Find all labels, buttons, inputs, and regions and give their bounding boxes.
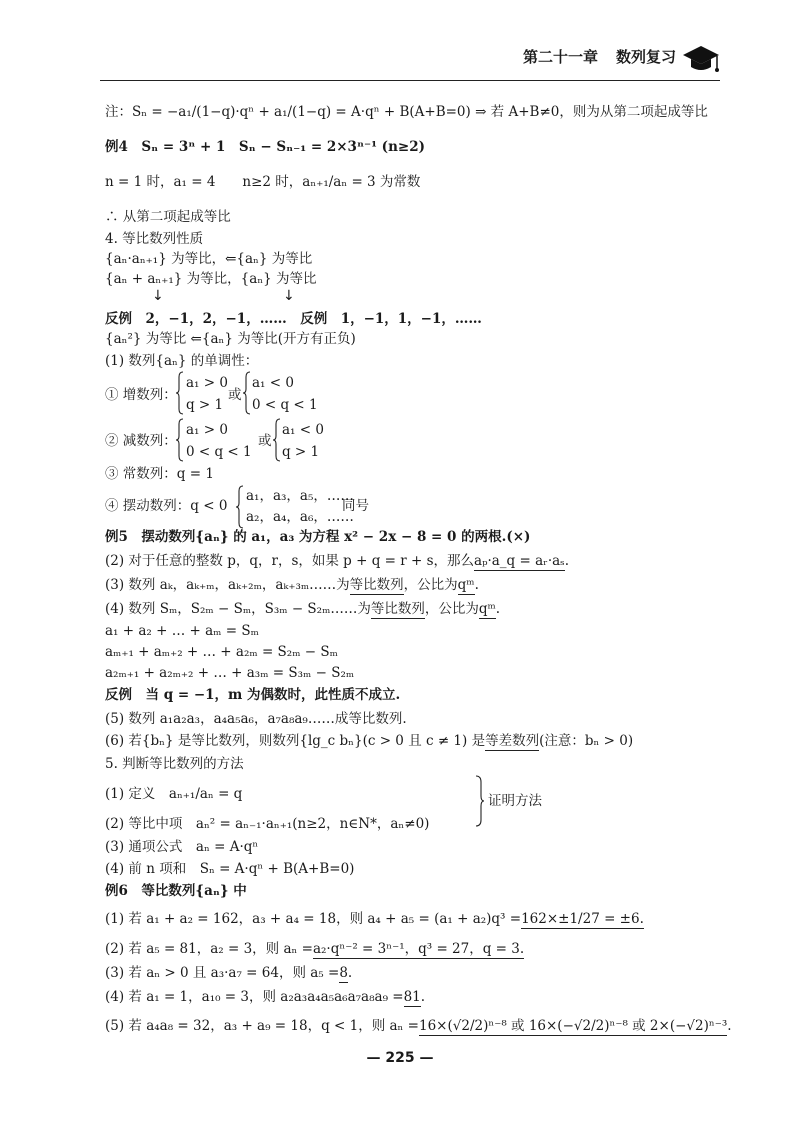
property-2: (2) 对于任意的整数 p，q，r，s，如果 p + q = r + s，那么aₚ·a_q = aᵣ·aₛ.	[105, 553, 570, 569]
increasing-cond-q: q > 1	[186, 397, 224, 413]
answer-underline: 等比数列	[349, 577, 404, 593]
example-4-case: n = 1 时，a₁ = 4 n≥2 时，aₙ₊₁/aₙ = 3 为常数	[105, 174, 421, 190]
arrow-down-icon: ↓	[283, 288, 295, 304]
example-6-q4: (4) 若 a₁ = 1，a₁₀ = 3，则 a₂a₃a₄a₅a₆a₇a₈a₉ =81.	[105, 989, 426, 1005]
answer-underline: 等比数列	[370, 601, 425, 617]
property-sum: {aₙ + aₙ₊₁} 为等比，{aₙ} 为等比	[105, 271, 317, 287]
example-6-q5: (5) 若 a₄a₈ = 32，a₃ + a₉ = 18，q < 1，则 aₙ =16×(√2/2)ⁿ⁻⁸ 或 16×(−√2/2)ⁿ⁻⁸ 或 2×(−√2)ⁿ⁻³.	[105, 1018, 732, 1034]
property-square: {aₙ²} 为等比 ⇐{aₙ} 为等比(开方有正负)	[105, 331, 356, 347]
increasing-cond-a1: a₁ > 0	[186, 375, 228, 391]
chapter-number: 第二十一章	[522, 48, 598, 66]
property-3: (3) 数列 aₖ，aₖ₊ₘ，aₖ₊₂ₘ，aₖ₊₃ₘ……为等比数列，公比为qᵐ.	[105, 577, 479, 593]
answer-underline: a₂·qⁿ⁻² = 3ⁿ⁻¹，q³ = 27，q = 3.	[312, 941, 525, 957]
section-4-heading: 4. 等比数列性质	[105, 231, 204, 247]
section-5-heading: 5. 判断等比数列的方法	[105, 756, 244, 772]
answer-underline: qᵐ	[478, 601, 496, 617]
sum-block-3: a₂ₘ₊₁ + a₂ₘ₊₂ + … + a₃ₘ = S₃ₘ − S₂ₘ	[105, 665, 355, 681]
method-partial-sum: (4) 前 n 项和 Sₙ = A·qⁿ + B(A+B=0)	[105, 861, 355, 877]
example-6-q3: (3) 若 aₙ > 0 且 a₃·a₇ = 64，则 a₅ =8.	[105, 965, 353, 981]
odd-terms: a₁，a₃，a₅，……	[246, 488, 354, 504]
or-text: 或	[228, 387, 242, 403]
or-text: 或	[258, 433, 272, 449]
page-header	[100, 40, 720, 81]
page-footer: — 225 —	[366, 1050, 434, 1066]
example-6-q1: (1) 若 a₁ + a₂ = 162，a₃ + a₄ = 18，则 a₄ + a₅ = (a₁ + a₂)q³ =162×±1/27 = ±6.	[105, 911, 644, 927]
sum-block-1: a₁ + a₂ + … + aₘ = Sₘ	[105, 623, 259, 639]
monotonicity-heading: (1) 数列{aₙ} 的单调性：	[105, 353, 259, 369]
arrow-down-icon: ↓	[152, 288, 164, 304]
increasing-label: ① 增数列：	[105, 387, 177, 403]
decreasing-cond-q: 0 < q < 1	[186, 444, 252, 460]
left-brace-icon	[176, 418, 184, 462]
answer-underline: 81	[403, 989, 421, 1005]
counter-examples: 反例 2，−1，2，−1，…… 反例 1，−1，1，−1，……	[105, 311, 482, 327]
chapter-title: 数列复习	[615, 48, 676, 66]
increasing-cond-q-frac: 0 < q < 1	[252, 397, 318, 413]
property-product: {aₙ·aₙ₊₁} 为等比，⇐{aₙ} 为等比	[105, 251, 313, 267]
example-6: 例6 等比数列{aₙ} 中	[105, 883, 247, 899]
sum-block-2: aₘ₊₁ + aₘ₊₂ + … + a₂ₘ = S₂ₘ − Sₘ	[105, 644, 338, 660]
constant-sequence: ③ 常数列：q = 1	[105, 466, 214, 482]
method-general-term: (3) 通项公式 aₙ = A·qⁿ	[105, 839, 259, 855]
example-4: 例4 Sₙ = 3ⁿ + 1 Sₙ − Sₙ₋₁ = 2×3ⁿ⁻¹ (n≥2)	[105, 139, 425, 155]
example-5: 例5 摆动数列{aₙ} 的 a₁，a₃ 为方程 x² − 2x − 8 = 0 的两根.(×)	[105, 529, 531, 545]
left-brace-icon	[243, 371, 251, 415]
answer-underline: aₚ·a_q = aᵣ·aₛ	[474, 553, 565, 569]
note-line: 注：Sₙ = −a₁/(1−q)·qⁿ + a₁/(1−q) = A·qⁿ + B(A+B=0) ⇒ 若 A+B≠0，则为从第二项起成等比	[105, 104, 708, 120]
decreasing-label: ② 减数列：	[105, 433, 177, 449]
answer-underline: 162×±1/27 = ±6.	[521, 911, 644, 927]
decreasing-cond-a1-neg: a₁ < 0	[282, 422, 324, 438]
counter-example-2: 反例 当 q = −1，m 为偶数时，此性质不成立.	[105, 687, 401, 703]
left-brace-icon	[236, 485, 244, 529]
increasing-cond-a1-neg: a₁ < 0	[252, 375, 294, 391]
answer-underline: qᵐ	[457, 577, 475, 593]
decreasing-cond-a1: a₁ > 0	[186, 422, 228, 438]
same-sign: 同号	[342, 498, 369, 514]
method-geometric-mean: (2) 等比中项 aₙ² = aₙ₋₁·aₙ₊₁(n≥2，n∈N*，aₙ≠0)	[105, 816, 430, 832]
property-5: (5) 数列 a₁a₂a₃，a₄a₅a₆，a₇a₈a₉……成等比数列.	[105, 711, 407, 727]
left-brace-icon	[176, 371, 184, 415]
method-definition: (1) 定义 aₙ₊₁/aₙ = q	[105, 786, 243, 802]
proof-method-label: 证明方法	[488, 793, 542, 809]
property-6: (6) 若{bₙ} 是等比数列，则数列{lg_c bₙ}(c > 0 且 c ≠ 1) 是等差数列(注意：bₙ > 0)	[105, 733, 634, 749]
conclusion-line: ∴ 从第二项起成等比	[105, 209, 231, 225]
left-brace-icon	[273, 418, 281, 462]
answer-underline: 16×(√2/2)ⁿ⁻⁸ 或 16×(−√2/2)ⁿ⁻⁸ 或 2×(−√2)ⁿ⁻³	[419, 1018, 728, 1034]
example-6-q2: (2) 若 a₅ = 81，a₂ = 3，则 aₙ =a₂·qⁿ⁻² = 3ⁿ⁻¹，q³ = 27，q = 3.	[105, 941, 525, 957]
graduation-cap-icon	[682, 42, 720, 76]
answer-underline: 等差数列	[485, 733, 540, 749]
oscillating-label: ④ 摆动数列：q < 0	[105, 498, 228, 514]
property-4: (4) 数列 Sₘ，S₂ₘ − Sₘ，S₃ₘ − S₂ₘ……为等比数列，公比为qᵐ.	[105, 601, 501, 617]
even-terms: a₂，a₄，a₆，……	[246, 509, 354, 525]
right-brace-icon	[475, 775, 485, 827]
chapter-heading	[523, 46, 676, 67]
answer-underline: 8	[339, 965, 348, 981]
page-number: 225	[385, 1050, 415, 1066]
decreasing-cond-q-gt: q > 1	[282, 444, 320, 460]
